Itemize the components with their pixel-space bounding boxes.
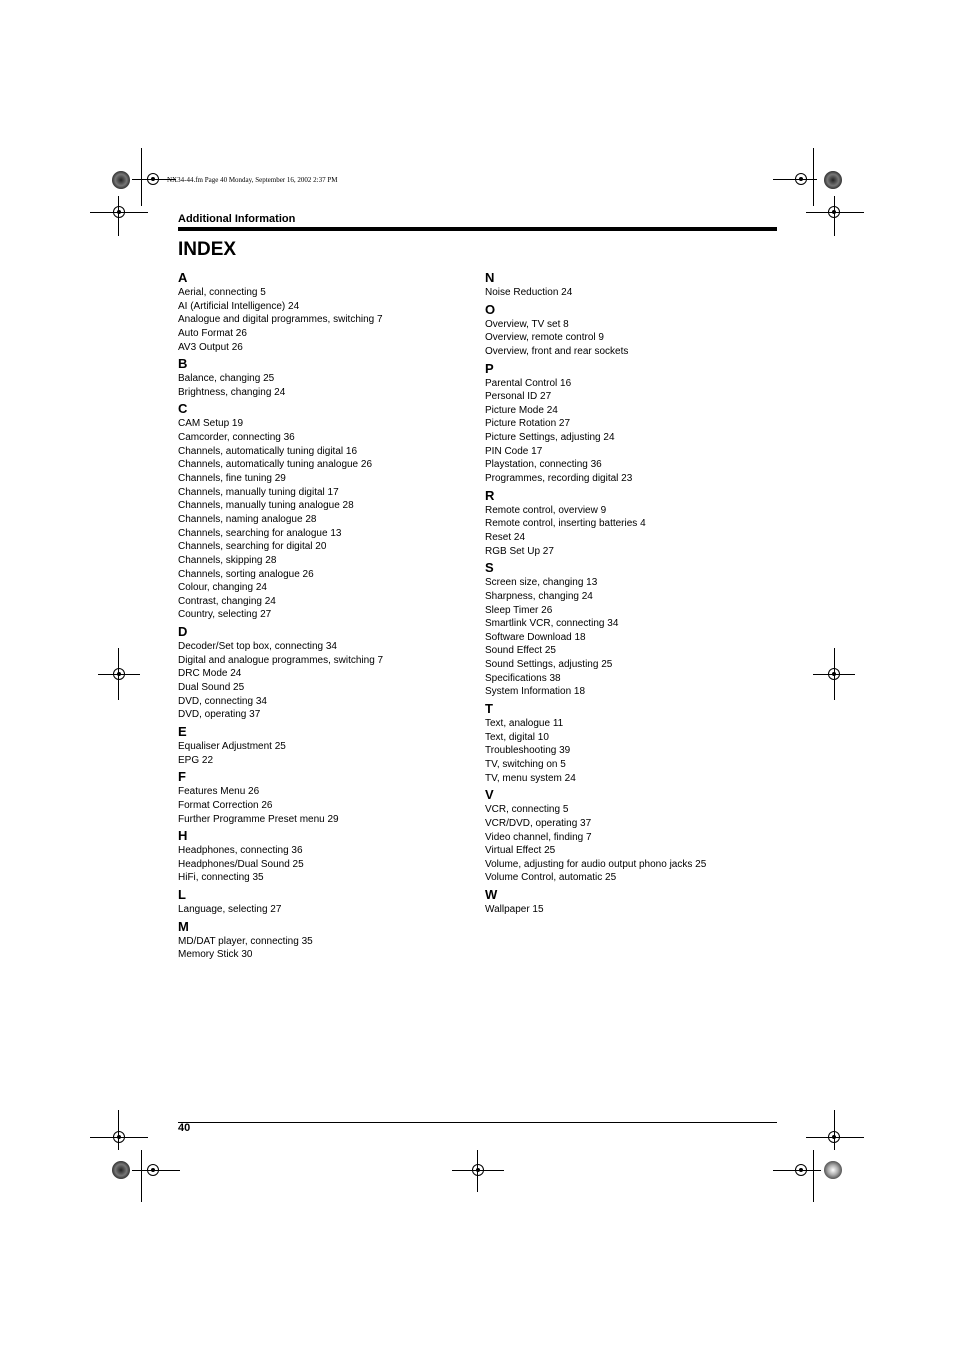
index-entry: CAM Setup 19 (178, 418, 244, 430)
index-entry: Screen size, changing 13 (485, 577, 598, 589)
index-entry: Aerial, connecting 5 (178, 287, 266, 298)
index-entry: HiFi, connecting 35 (178, 872, 264, 884)
index-letter-heading: H (178, 828, 188, 844)
index-column-right (485, 268, 785, 917)
index-entry: DRC Mode 24 (178, 668, 242, 680)
index-entry: Channels, searching for digital 20 (178, 541, 327, 553)
crop-line (132, 1170, 180, 1171)
index-letter-heading: C (178, 401, 188, 417)
index-entry: Channels, sorting analogue 26 (178, 568, 314, 580)
index-entry: Text, digital 10 (485, 731, 549, 743)
index-entry: Camcorder, connecting 36 (178, 432, 295, 444)
index-entry: Remote control, inserting batteries 4 (485, 518, 646, 530)
index-entry: Picture Mode 24 (485, 404, 558, 416)
index-letter-heading: F (178, 769, 186, 785)
index-entry: Reset 24 (485, 531, 526, 543)
index-entry: Digital and analogue programmes, switching 7 (178, 654, 384, 666)
index-entry: Volume, adjusting for audio output phono jacks 25 (485, 858, 707, 870)
index-entry: Overview, remote control 9 (485, 332, 604, 344)
index-entry: Headphones/Dual Sound 25 (178, 858, 304, 870)
crop-line (806, 1137, 864, 1138)
index-entry: Sleep Timer 26 (485, 604, 553, 616)
index-letter-heading: R (485, 487, 495, 503)
index-entry: Channels, fine tuning 29 (178, 473, 286, 485)
index-entry: VCR/DVD, operating 37 (485, 817, 592, 829)
index-entry: Colour, changing 24 (178, 582, 267, 594)
crop-line (90, 1137, 148, 1138)
index-entry: Virtual Effect 25 (485, 845, 556, 857)
index-entry: Decoder/Set top box, connecting 34 (178, 641, 337, 653)
grey-target-icon (824, 171, 842, 189)
index-entry: Language, selecting 27 (178, 904, 282, 916)
index-entry: Channels, naming analogue 28 (178, 513, 317, 525)
index-entry: Channels, manually tuning digital 17 (178, 486, 339, 498)
index-entry: Personal ID 27 (485, 391, 552, 403)
index-entry: Playstation, connecting 36 (485, 459, 602, 471)
index-entry: Channels, manually tuning analogue 28 (178, 500, 354, 512)
crop-line (452, 1170, 504, 1171)
index-entry: MD/DAT player, connecting 35 (178, 935, 313, 947)
index-entry: Country, selecting 27 (178, 609, 272, 621)
index-entry: Video channel, finding 7 (485, 831, 592, 843)
index-entry: RGB Set Up 27 (485, 545, 554, 557)
index-entry: Wallpaper 15 (485, 904, 544, 916)
crop-line (834, 648, 835, 700)
index-entry: Remote control, overview 9 (485, 504, 607, 516)
index-entry: Overview, TV set 8 (485, 318, 569, 330)
crop-line (90, 212, 148, 213)
footer-rule (178, 1122, 777, 1123)
index-entry: Channels, skipping 28 (178, 554, 277, 566)
index-entry: Sharpness, changing 24 (485, 590, 593, 602)
index-entry: Sound Effect 25 (485, 645, 556, 657)
page-title: INDEX (178, 239, 237, 260)
index-entry: Channels, automatically tuning analogue 26 (178, 459, 373, 471)
index-entry: Overview, front and rear sockets (485, 345, 629, 357)
index-entry: Features Menu 26 (178, 786, 260, 798)
crop-line (834, 196, 835, 236)
index-letter-heading: D (178, 624, 188, 640)
index-letter-heading: M (178, 918, 189, 934)
index-entry: Smartlink VCR, connecting 34 (485, 618, 619, 630)
index-entry: Sound Settings, adjusting 25 (485, 659, 613, 671)
grey-target-icon (112, 1161, 130, 1179)
index-entry: DVD, connecting 34 (178, 695, 267, 707)
header-rule (178, 227, 777, 231)
index-entry: Equaliser Adjustment 25 (178, 740, 286, 752)
index-entry: Brightness, changing 24 (178, 386, 286, 398)
index-entry: Specifications 38 (485, 672, 561, 684)
crop-line (141, 148, 142, 206)
index-entry: Balance, changing 25 (178, 373, 275, 385)
index-letter-heading: V (485, 787, 494, 803)
index-entry: Troubleshooting 39 (485, 745, 571, 757)
index-entry: Noise Reduction 24 (485, 287, 573, 298)
crop-line (813, 148, 814, 206)
index-entry: PIN Code 17 (485, 445, 543, 457)
index-entry: Parental Control 16 (485, 377, 572, 389)
index-entry: System Information 18 (485, 686, 586, 698)
crop-line (118, 648, 119, 700)
crop-line (118, 196, 119, 236)
index-letter-heading: L (178, 887, 186, 903)
crop-line (118, 1110, 119, 1150)
grey-target-icon (824, 1161, 842, 1179)
index-entry: Channels, searching for analogue 13 (178, 527, 342, 539)
crop-line (773, 179, 817, 180)
index-letter-heading: T (485, 701, 493, 717)
index-entry: Picture Settings, adjusting 24 (485, 432, 615, 444)
index-letter-heading: P (485, 360, 494, 376)
index-entry: TV, switching on 5 (485, 758, 566, 770)
index-letter-heading: E (178, 723, 187, 739)
crop-line (806, 212, 864, 213)
index-entry: Software Download 18 (485, 631, 586, 643)
crop-line (813, 1150, 814, 1202)
index-entry: VCR, connecting 5 (485, 804, 569, 816)
index-letter-heading: B (178, 356, 188, 372)
crop-line (98, 674, 140, 675)
index-letter-heading: S (485, 560, 494, 576)
page-number: 40 (178, 1122, 191, 1134)
index-entry: Further Programme Preset menu 29 (178, 813, 339, 825)
index-entry: TV, menu system 24 (485, 772, 576, 784)
grey-target-icon (112, 171, 130, 189)
file-slug: NX34-44.fm Page 40 Monday, September 16, 2002 2:37 PM (167, 176, 338, 184)
index-column-left (178, 268, 478, 962)
index-letter-heading: A (178, 270, 188, 285)
index-entry: Dual Sound 25 (178, 682, 245, 694)
index-letter-heading: W (485, 887, 498, 903)
index-entry: AI (Artificial Intelligence) 24 (178, 300, 300, 312)
index-entry: EPG 22 (178, 754, 214, 766)
index-entry: Picture Rotation 27 (485, 418, 571, 430)
index-entry: Auto Format 26 (178, 327, 247, 339)
index-entry: Format Correction 26 (178, 799, 273, 811)
index-entry: Headphones, connecting 36 (178, 845, 303, 857)
index-entry: Text, analogue 11 (485, 718, 564, 730)
index-entry: Channels, automatically tuning digital 16 (178, 445, 357, 457)
crop-line (834, 1110, 835, 1150)
index-entry: Memory Stick 30 (178, 949, 253, 961)
crop-line (141, 1150, 142, 1202)
index-entry: Contrast, changing 24 (178, 595, 276, 607)
index-entry: AV3 Output 26 (178, 341, 243, 353)
index-entry: Volume Control, automatic 25 (485, 872, 617, 884)
index-entry: Programmes, recording digital 23 (485, 473, 633, 485)
index-letter-heading: O (485, 301, 496, 317)
section-title: Additional Information (178, 213, 296, 225)
crop-line (477, 1150, 478, 1192)
index-entry: DVD, operating 37 (178, 709, 261, 721)
index-entry: Analogue and digital programmes, switching 7 (178, 314, 383, 326)
index-letter-heading: N (485, 270, 495, 285)
